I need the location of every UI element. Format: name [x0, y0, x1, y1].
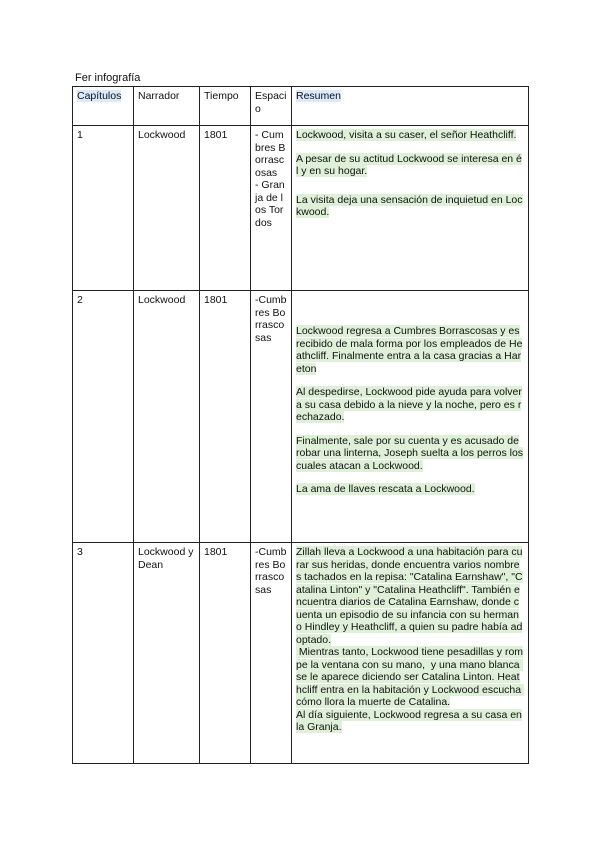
header-tiempo: Tiempo — [200, 87, 251, 126]
summary-paragraph: Al despedirse, Lockwood pide ayuda para volver a su casa debido a la nieve y la noche, pero es rechazado. — [296, 386, 522, 423]
cell-narrador: Lockwood y Dean — [134, 543, 200, 764]
cell-espacio: -Cumbres Borrascosas — [251, 291, 292, 543]
cell-capitulo: 3 — [73, 543, 134, 764]
cell-tiempo: 1801 — [200, 291, 251, 543]
summary-paragraph: Mientras tanto, Lockwood tiene pesadillas y rompe la ventana con su mano, y una mano blanca se le aparece diciendo ser Catalina Linton. Heathcliff entra en la habitación y Lockwood escucha cómo llora la muerte de Catalina. — [296, 646, 525, 708]
summary-paragraph: La visita deja una sensación de inquietud en Lockwood. — [296, 193, 523, 218]
cell-tiempo: 1801 — [200, 543, 251, 764]
cell-capitulo: 1 — [73, 126, 134, 291]
header-resumen: Resumen — [292, 87, 529, 126]
table-header-row — [73, 87, 529, 126]
table-row — [73, 126, 529, 291]
header-espacio: Espacio — [251, 87, 292, 126]
summary-paragraph: Lockwood regresa a Cumbres Borrascosas y es recibido de mala forma por los empleados de Heathcliff. Finalmente entra a la casa gracias a Hareton — [296, 325, 523, 375]
cell-resumen — [292, 543, 529, 764]
summary-paragraph: Lockwood, visita a su caser, el señor Heathcliff. — [296, 129, 517, 141]
chapters-table — [72, 86, 529, 764]
summary-paragraph: A pesar de su actitud Lockwood se interesa en él y en su hogar. — [296, 152, 522, 177]
table-row — [73, 291, 529, 543]
summary-paragraph: La ama de llaves rescata a Lockwood. — [296, 483, 475, 495]
cell-espacio: -Cumbres Borrascosas — [251, 543, 292, 764]
document-title: Fer infografía — [75, 72, 141, 84]
table-row — [73, 543, 529, 764]
header-narrador: Narrador — [134, 87, 200, 126]
summary-paragraph: Al día siguiente, Lockwood regresa a su casa en la Granja. — [296, 708, 522, 733]
cell-narrador: Lockwood — [134, 126, 200, 291]
summary-paragraph: Finalmente, sale por su cuenta y es acusado de robar una linterna, Joseph suelta a los perros los cuales atacan a Lockwood. — [296, 434, 524, 472]
cell-capitulo: 2 — [73, 291, 134, 543]
cell-espacio: - Cumbres Borrascosas - Granja de los Tordos — [251, 126, 292, 291]
cell-tiempo: 1801 — [200, 126, 251, 291]
cell-resumen — [292, 126, 529, 291]
summary-paragraph: Zillah lleva a Lockwood a una habitación para curar sus heridas, donde encuentra varios nombres tachados en la repisa: "Catalina Earnshaw", "Catalina Linton" y "Catalina Heathcliff". También encuentra diarios de Catalina Earnshaw, donde cuenta un episodio de su infancia con su hermano Hindley y Heathcliff, a quien su padre había adoptado. — [296, 546, 523, 646]
cell-narrador: Lockwood — [134, 291, 200, 543]
cell-resumen — [292, 291, 529, 543]
header-capitulos: Capítulos — [73, 87, 134, 126]
